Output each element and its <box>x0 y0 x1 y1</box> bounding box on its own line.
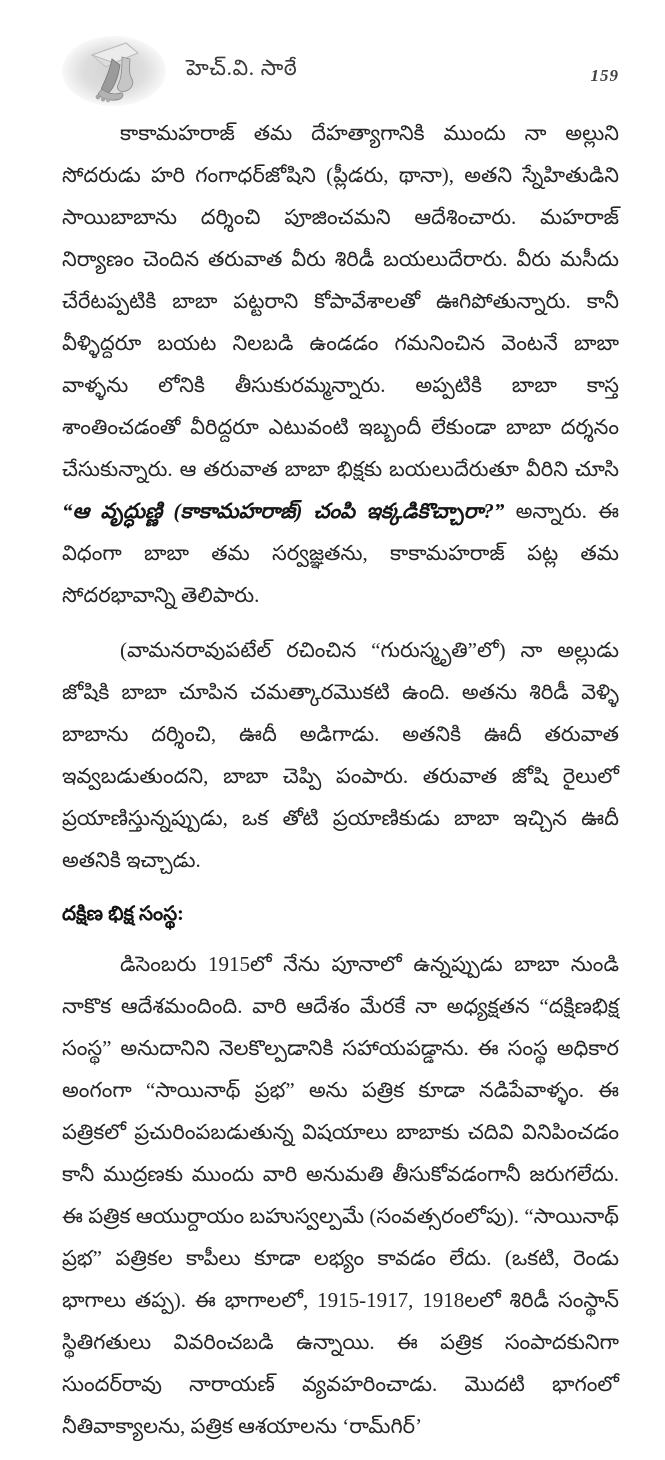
page-number: 159 <box>590 66 619 85</box>
paragraph-kakamaharaj <box>62 112 619 616</box>
chapter-running-title: హెచ్.వి. సాఠే <box>186 54 298 80</box>
sai-baba-feet-logo-icon <box>54 33 170 107</box>
body-text <box>62 112 619 1460</box>
paragraph-text: కాకామహరాజ్ తమ దేహత్యాగానికి ముందు నా అల్లుని సోదరుడు హరి గంగాధర్‌జోషిని (ప్లీడరు, థానా), అతని స్నేహితుడిని సాయిబాబాను దర్శించి పూజించమని ఆదేశించారు. మహరాజ్ నిర్యాణం చెందిన తరువాత వీరు శిరిడీ బయలుదేరారు. వీరు మసీదు చేరేటప్పటికి బాబా పట్టరాని కోపావేశాలతో ఊగిపోతున్నారు. కానీ వీళ్ళిద్దరూ బయట నిలబడి ఉండడం గమనించిన వెంటనే బాబా వాళ్ళను లోనికి తీసుకురమ్మన్నారు. అప్పటికి బాబా కాస్త శాంతించడంతో వీరిద్దరూ ఎటువంటి ఇబ్బందీ లేకుండా బాబా దర్శనం చేసుకున్నారు. ఆ తరువాత బాబా భిక్షకు బయలుదేరుతూ వీరిని చూసి <box>62 121 619 481</box>
section-heading-dakshina-bhiksha: దక్షిణ భిక్ష సంస్థ: <box>62 903 184 925</box>
paragraph-gurusmruti: (వామనరావుపటేల్ రచించిన “గురుస్మృతి”లో) నా అల్లుడు జోషికి బాబా చూపిన చమత్కారమొకటి ఉంది. అతను శిరిడీ వెళ్ళి బాబాను దర్శించి, ఊదీ అడిగాడు. అతనికి ఊదీ తరువాత ఇవ్వబడుతుందని, బాబా చెప్పి పంపారు. తరువాత జోషి రైలులో ప్రయాణిస్తున్నప్పుడు, ఒక తోటి ప్రయాణికుడు బాబా ఇచ్చిన ఊదీ అతనికి ఇచ్చాడు. <box>62 638 619 872</box>
page-header <box>54 32 619 108</box>
baba-quote: “ఆ వృద్ధుణ్ణి (కాకామహరాజ్‌) చంపి ఇక్కడికొచ్చారా?” <box>62 499 505 523</box>
paragraph-text: అన్నారు. ఈ విధంగా బాబా తమ సర్వజ్ఞతను, కాకామహరాజ్ పట్ల తమ సోదరభావాన్ని తెలిపారు. <box>62 499 619 607</box>
paragraph-dakshina-bhiksha: డిసెంబరు 1915లో నేను పూనాలో ఉన్నప్పుడు బాబా నుండి నాకొక ఆదేశమందింది. వారి ఆదేశం మేరకే నా అధ్యక్షతన “దక్షిణభిక్ష సంస్థ” అనుదానిని నెలకొల్పడానికి సహాయపడ్డాను. ఈ సంస్థ అధికార అంగంగా “సాయినాథ్ ప్రభ” అను పత్రిక కూడా నడిపేవాళ్ళం. ఈ పత్రికలో ప్రచురింపబడుతున్న విషయాలు బాబాకు చదివి వినిపించడం కానీ ముద్రణకు ముందు వారి అనుమతి తీసుకోవడంగానీ జరుగలేదు. ఈ పత్రిక ఆయుర్దాయం బహుస్వల్పమే (సంవత్సరంలోపు). “సాయినాథ్ ప్రభ” పత్రికల కాపీలు కూడా లభ్యం కావడం లేదు. (ఒకటి, రెండు భాగాలు తప్ప). ఈ భాగాలలో, 1915-1917, 1918లలో శిరిడీ సంస్థాన్ స్థితిగతులు వివరించబడి ఉన్నాయి. ఈ పత్రిక సంపాదకునిగా సుందర్‌రావు నారాయణ్ వ్యవహరించాడు. మొదటి భాగంలో నీతివాక్యాలను, పత్రిక ఆశయాలను ‘రామ్‌గిర్’ <box>62 952 619 1438</box>
